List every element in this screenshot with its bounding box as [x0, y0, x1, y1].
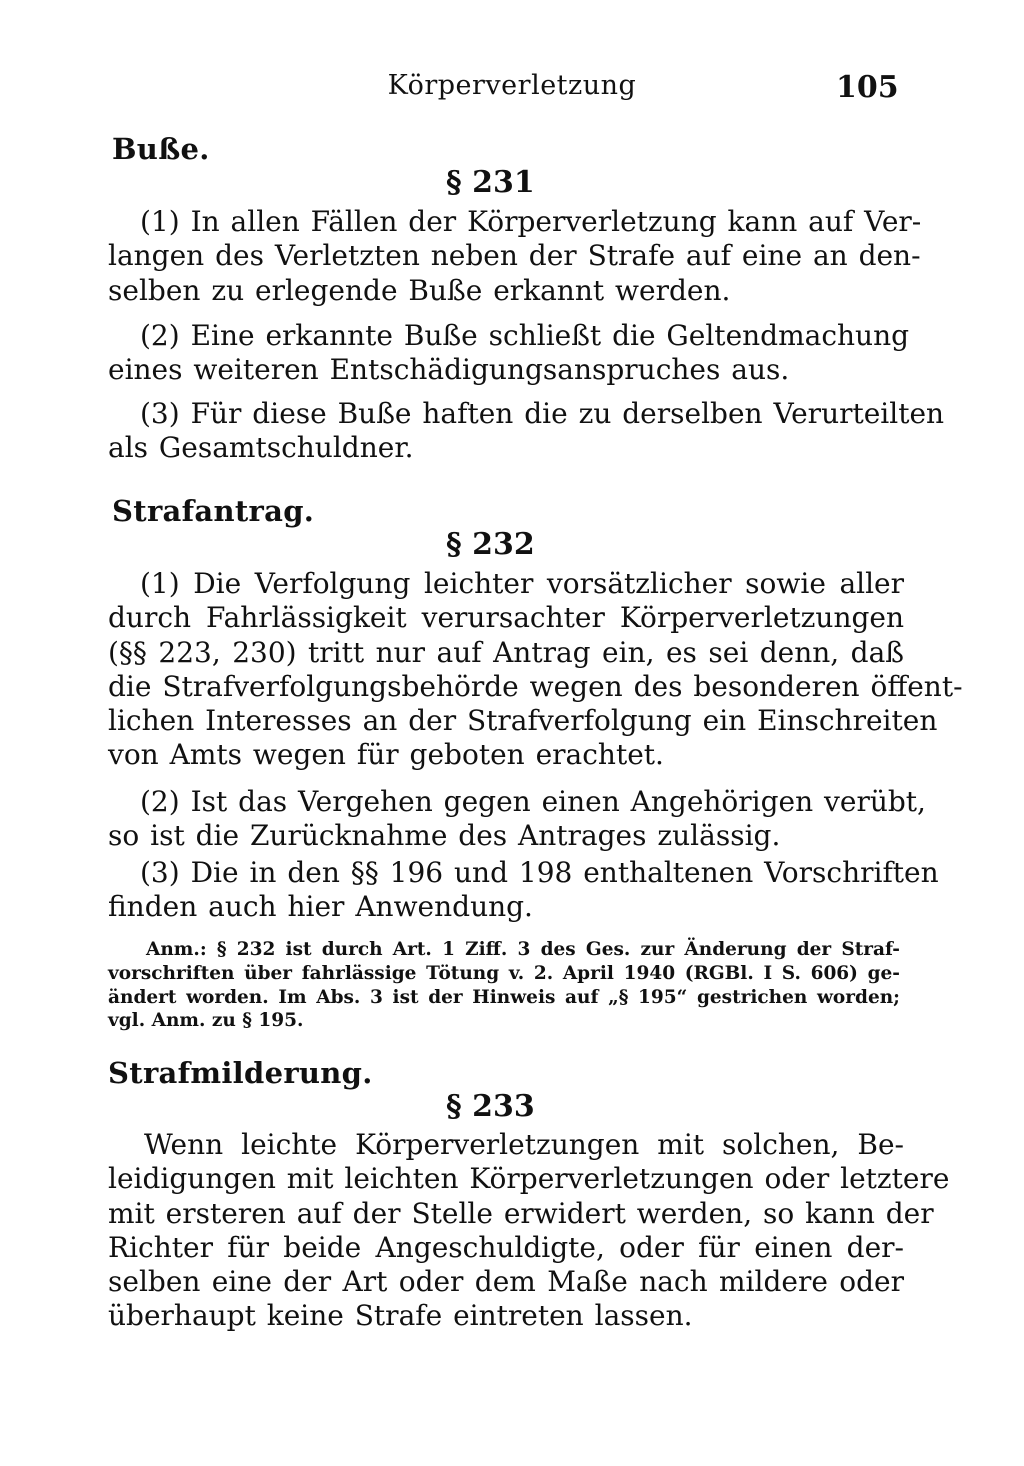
page-number: 105: [836, 70, 899, 105]
text-line: mit ersteren auf der Stelle erwidert werden, so kann der: [108, 1196, 934, 1230]
text-line: als Gesamtschuldner.: [108, 431, 414, 465]
section-heading: Strafantrag.: [112, 494, 315, 528]
paragraph: [108, 205, 922, 308]
note-line: vgl. Anm. zu § 195.: [108, 1010, 304, 1032]
annotation-note: [108, 938, 900, 1033]
section-heading: Buße.: [112, 132, 210, 166]
text-line: so ist die Zurücknahme des Antrages zulässig.: [108, 819, 781, 853]
paragraph: [108, 856, 939, 925]
text-line: finden auch hier Anwendung.: [108, 890, 533, 924]
text-line: überhaupt keine Strafe eintreten lassen.: [108, 1299, 693, 1333]
text-line: lichen Interesses an der Strafverfolgung ein Einschreiten: [108, 704, 938, 738]
text-line: von Amts wegen für geboten erachtet.: [108, 738, 664, 772]
text-line: durch Fahrlässigkeit verursachter Körperverletzungen: [108, 601, 904, 635]
text-line: (2) Eine erkannte Buße schließt die Geltendmachung: [140, 319, 910, 352]
paragraph: [108, 397, 945, 466]
text-line: Wenn leichte Körperverletzungen mit solchen, Be-: [144, 1128, 904, 1161]
text-line: (2) Ist das Vergehen gegen einen Angehörigen verübt,: [140, 785, 926, 818]
note-line: vorschriften über fahrlässige Tötung v. 2. April 1940 (RGBl. I S. 606) ge-: [108, 962, 900, 984]
note-line: Anm.: § 232 ist durch Art. 1 Ziff. 3 des Ges. zur Änderung der Straf-: [146, 939, 900, 960]
section-heading: Strafmilderung.: [108, 1056, 373, 1090]
text-line: Richter für beide Angeschuldigte, oder für einen der-: [108, 1230, 904, 1264]
paragraph: [108, 1128, 950, 1334]
text-line: (1) Die Verfolgung leichter vorsätzlicher sowie aller: [140, 567, 904, 600]
text-line: die Strafverfolgungsbehörde wegen des besonderen öffent-: [108, 669, 963, 703]
paragraph: [108, 567, 963, 773]
section-number: § 231: [446, 165, 535, 200]
paragraph: [108, 319, 910, 388]
section-number: § 232: [446, 527, 535, 562]
text-line: langen des Verletzten neben der Strafe auf eine an den-: [108, 239, 921, 273]
text-line: (3) Die in den §§ 196 und 198 enthaltenen Vorschriften: [140, 856, 939, 889]
text-line: (1) In allen Fällen der Körperverletzung kann auf Ver-: [140, 205, 922, 238]
running-header: Körperverletzung: [387, 70, 637, 101]
text-line: leidigungen mit leichten Körperverletzungen oder letztere: [108, 1162, 950, 1196]
note-line: ändert worden. Im Abs. 3 ist der Hinweis auf „§ 195“ gestrichen worden;: [108, 986, 900, 1008]
paragraph: [108, 785, 926, 854]
text-line: selben eine der Art oder dem Maße nach mildere oder: [108, 1265, 904, 1299]
text-line: eines weiteren Entschädigungsanspruches aus.: [108, 353, 790, 387]
text-line: (§§ 223, 230) tritt nur auf Antrag ein, es sei denn, daß: [108, 635, 904, 669]
section-number: § 233: [446, 1089, 535, 1124]
text-line: selben zu erlegende Buße erkannt werden.: [108, 273, 731, 307]
text-line: (3) Für diese Buße haften die zu derselben Verurteilten: [140, 397, 945, 430]
